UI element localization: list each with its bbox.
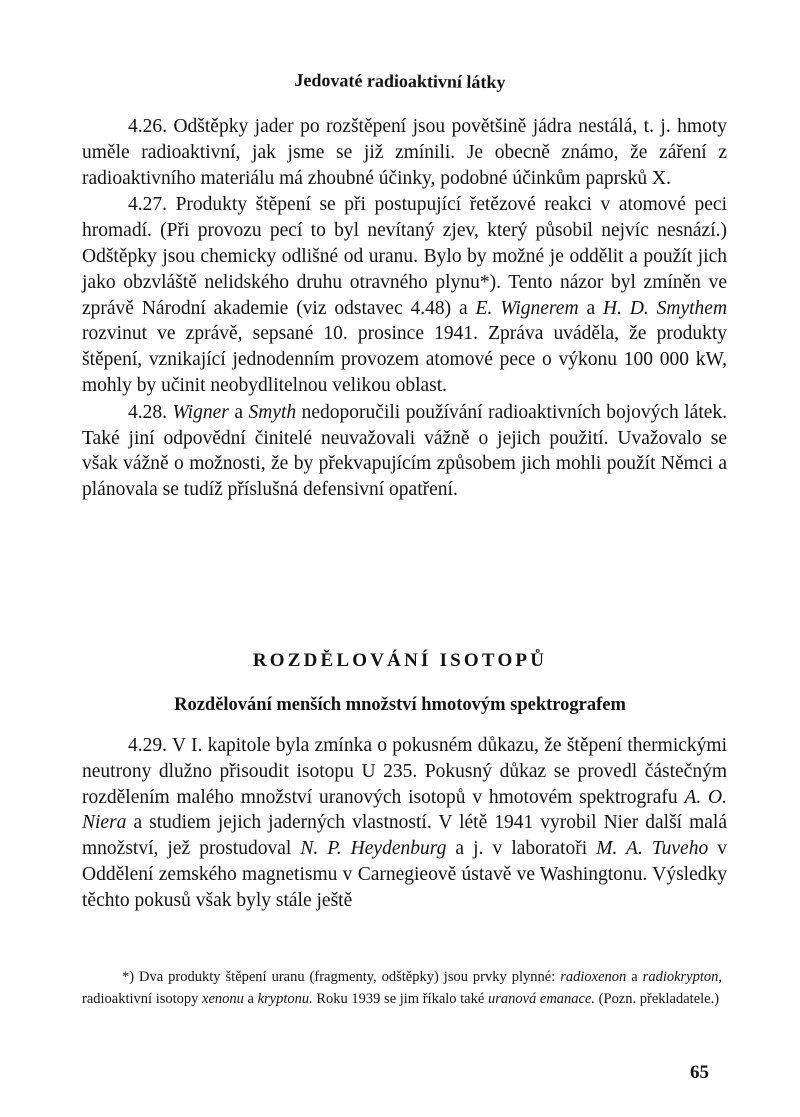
person-name: Wigner bbox=[172, 401, 229, 423]
footnote-segment: a bbox=[631, 969, 638, 985]
paragraph-text: a bbox=[234, 401, 243, 423]
subsection-title: Rozdělování menších množství hmotovým spektrografem bbox=[174, 695, 626, 715]
paragraph-number: 4.26. bbox=[128, 116, 167, 137]
footnote-italic: xenonu bbox=[202, 991, 244, 1007]
footnote-italic: radiokrypton, bbox=[642, 969, 723, 985]
footnote-italic: kryptonu. bbox=[257, 991, 313, 1007]
paragraph-number: 4.27. bbox=[128, 194, 167, 216]
person-name: A. O. Niera bbox=[82, 786, 727, 834]
paragraph-text: v Oddělení zemského magnetismu v Carnegieově ústavě ve Washingtonu. Výsledky těchto pokusů však byly stále ještě bbox=[82, 838, 728, 911]
footnote-segment: radioaktivní isotopy bbox=[82, 991, 199, 1007]
paragraph-text: a studiem jejich jaderných vlastností. V létě 1941 vyrobil Nier další malá množství, jež prostudoval bbox=[82, 812, 727, 860]
body-text-bottom bbox=[82, 733, 727, 914]
paragraph-4-28 bbox=[82, 400, 727, 503]
paragraph-text: nedoporučili používání radioaktivních bojových látek. Také jiní odpovědní činitelé neuvažovali vážně o jejich použití. Uvažovalo se však vážně o možnosti, že by překvapujícím způsobem jich mohli použít Němci a plánovala se tudíž příslušná defensivní opatření. bbox=[82, 401, 728, 501]
paragraph-text: a j. v laboratoři bbox=[455, 838, 588, 860]
paragraph-text: Odštěpky jader po rozštěpení jsou povětšině jádra nestálá, t. j. hmoty uměle radioaktivní, jak jsme se již zmínili. Je obecně známo, že záření z radioaktivního materiálu má zhoubné účinky, podobné účinkům paprsků X. bbox=[82, 116, 728, 189]
person-name: N. P. Heydenburg bbox=[300, 838, 447, 860]
footnote-text bbox=[82, 966, 722, 1010]
person-name: M. A. Tuveho bbox=[596, 838, 709, 860]
footnote-segment: Roku 1939 se jim říkalo také bbox=[316, 991, 485, 1007]
paragraph-text: a bbox=[586, 297, 596, 319]
footnote-segment: a bbox=[247, 991, 254, 1007]
running-head: Jedovaté radioaktivní látky bbox=[294, 69, 506, 93]
paragraph-4-29 bbox=[82, 733, 727, 914]
footnote-segment: *) Dva produkty štěpení uranu (fragmenty, odštěpky) jsou prvky plynné: bbox=[122, 969, 556, 985]
person-name: H. D. Smythem bbox=[602, 297, 728, 319]
body-text-top bbox=[82, 114, 727, 503]
footnote-segment: (Pozn. překladatele.) bbox=[598, 991, 720, 1007]
footnote-italic: radioxenon bbox=[560, 969, 627, 985]
paragraph-4-26 bbox=[82, 114, 727, 191]
paragraph-text: V I. kapitole byla zmínka o pokusném důkazu, že štěpení thermickými neutrony dlužno přisoudit isotopu U 235. Pokusný důkaz se provedl částečným rozdělením malého množství uranových isotopů v hmotovém spektrografu bbox=[82, 735, 727, 808]
paragraph-4-27 bbox=[82, 192, 727, 398]
paragraph-number: 4.29. bbox=[128, 735, 167, 756]
footnote-italic: uranová emanace. bbox=[487, 991, 596, 1007]
person-name: Smyth bbox=[248, 401, 297, 423]
paragraph-number: 4.28. bbox=[128, 401, 167, 423]
section-title: ROZDĚLOVÁNÍ ISOTOPŮ bbox=[252, 650, 548, 671]
paragraph-text: Produkty štěpení se při postupující řetězové reakci v atomové peci hromadí. (Při provozu pecí to byl nevítaný zjev, který působil nejvíc nesnází.) Odštěpky jsou chemicky odlišné od uranu. Bylo by možné je oddělit a použít jich jako obzvláště nelidského druhu otravného plynu*). Tento názor byl zmíněn ve zprávě Národní akademie (viz odstavec 4.48) a bbox=[82, 194, 728, 319]
paragraph-text: rozvinut ve zprávě, sepsané 10. prosince 1941. Zpráva uváděla, že produkty štěpení, vznikající jednodenním provozem atomové pece o výkonu 100 000 kW, mohly by učinit neobydlitelnou velikou oblast. bbox=[82, 323, 727, 396]
footnote bbox=[82, 966, 722, 1010]
person-name: E. Wignerem bbox=[475, 297, 579, 319]
page-number: 65 bbox=[690, 1062, 709, 1083]
